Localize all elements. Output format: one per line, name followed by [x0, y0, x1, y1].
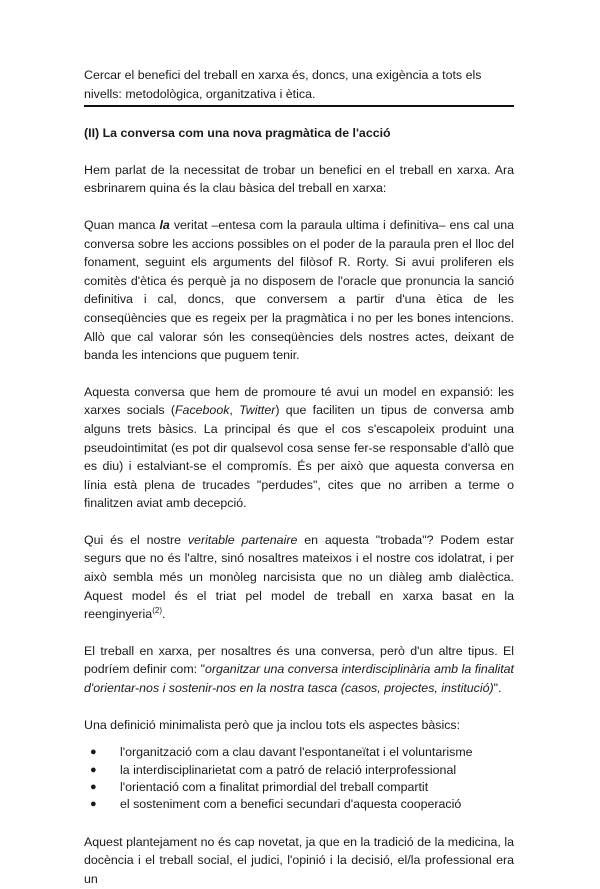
paragraph-4-emphasis: veritable partenaire	[187, 532, 298, 547]
paragraph-3	[84, 383, 514, 513]
paragraph-1: Hem parlat de la necessitat de trobar un benefici en el treball en xarxa. Ara esbrinarem quina és la clau bàsica del treball en xarxa:	[84, 162, 514, 196]
section-divider	[84, 105, 514, 107]
paragraph-2	[84, 216, 514, 365]
list-item-text: l'orientació com a finalitat primordial del treball compartit	[120, 780, 429, 795]
bullet-icon: ●	[90, 763, 97, 776]
aspects-list	[84, 744, 514, 814]
paragraph-3-rest: ) que faciliten un tipus de conversa amb alguns trets bàsics. La principal és que el cos s'escapoleix produint una pseudointimitat (es pot dir qualsevol cosa sense fer-se responsable d'allò que es diu) i estalviant-se el compromís. És per això que aquesta conversa en línia està plena de trucades "perdudes", cites que no arriben a terme o finalitzen aviat amb decepció.	[84, 403, 514, 511]
list-item	[84, 744, 514, 761]
list-item	[84, 796, 514, 813]
facebook-term: Facebook	[174, 403, 230, 418]
twitter-term: Twitter	[239, 403, 276, 418]
list-item	[84, 762, 514, 779]
intro-paragraph: Cercar el benefici del treball en xarxa és, doncs, una exigència a tots els nivells: metodològica, organitzativa i ètica.	[84, 68, 482, 101]
paragraph-2-rest: veritat –entesa com la paraula ultima i definitiva– ens cal una conversa sobre les accions possibles on el poder de la paraula pren el lloc del fonament, seguint els arguments del filòsof R. Rorty. Si avui proliferen els comitès d'ètica és perquè ja no disposem de l'oracle que pronuncia la sanció definitiva i cal, doncs, que conversem a partir d'una ètica de les conseqüències que es regeix per la pragmàtica i no per les bones intencions. Allò que cal valorar són les conseqüències dels nostres actes, deixant de banda les intencions que puguem tenir.	[84, 217, 514, 363]
list-item-text: la interdisciplinarietat com a patró de relació interprofessional	[120, 762, 457, 777]
bullet-icon: ●	[90, 798, 97, 811]
paragraph-6: Una definició minimalista però que ja inclou tots els aspectes bàsics:	[84, 717, 461, 732]
bullet-icon: ●	[90, 746, 97, 759]
paragraph-4	[84, 531, 514, 624]
paragraph-3-start: Aquesta conversa que hem de promoure té avui un model en expansió: les xarxes socials (	[84, 384, 514, 418]
paragraph-2-emphasis: la	[159, 217, 170, 232]
paragraph-4-start: Qui és el nostre	[84, 532, 188, 547]
list-item-text: l'organització com a clau davant l'espontaneïtat i el voluntarisme	[120, 745, 473, 760]
paragraph-5-start: El treball en xarxa, per nosaltres és una conversa, però d'un altre tipus. El podríem definir com: "	[84, 643, 514, 677]
paragraph-4-rest: en aquesta "trobada"? Podem estar segurs que no és l'altre, sinó nosaltres mateixos i el nostre cos idolatrat, i per això sembla més un monòleg narcisista que no un diàleg amb dialèctica. Aquest model és el triat pel model de treball en xarxa basat en la reenginyeria	[84, 532, 514, 622]
list-item	[84, 779, 514, 796]
paragraph-5-end: ".	[493, 681, 502, 696]
definition-quote: organitzar una conversa interdisciplinària amb la finalitat d'orientar-nos i sostenir-nos en la nostra tasca (casos, projectes, institució)	[84, 662, 514, 696]
section-heading: (II) La conversa com una nova pragmàtica de l'acció	[84, 126, 391, 141]
bullet-icon: ●	[90, 781, 97, 794]
paragraph-7: Aquest plantejament no és cap novetat, ja que en la tradició de la medicina, la docència i el treball social, el judici, l'opinió i la decisió, el/la professional era un	[84, 834, 514, 887]
paragraph-2-start: Quan manca	[84, 217, 160, 232]
paragraph-3-separator: ,	[229, 403, 240, 418]
paragraph-4-end: .	[161, 607, 166, 622]
footnote-reference[interactable]: (2)	[152, 606, 162, 616]
document-page	[84, 66, 514, 889]
list-item-text: el sosteniment com a benefici secundari d'aquesta cooperació	[120, 797, 462, 812]
paragraph-5	[84, 642, 514, 698]
